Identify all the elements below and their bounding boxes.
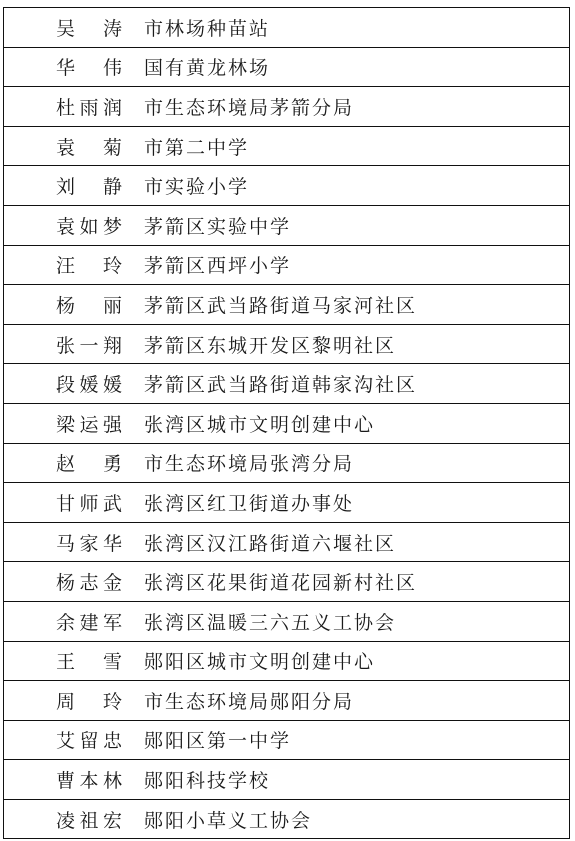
table-row (4, 8, 569, 48)
person-name: 余 建 军 (56, 611, 122, 634)
table-row (4, 87, 569, 127)
organization: 茅箭区武当路街道马家河社区 (144, 294, 418, 317)
table-row (4, 642, 569, 682)
person-name: 杜 雨 润 (56, 96, 122, 119)
organization: 茅箭区东城开发区黎明社区 (144, 334, 397, 357)
organization: 郧阳小草义工协会 (144, 809, 313, 832)
person-name: 赵 勇 (56, 453, 122, 476)
organization: 张湾区汉江路街道六堰社区 (144, 532, 397, 555)
person-name: 刘 静 (56, 176, 122, 199)
table-row (4, 127, 569, 167)
table-row (4, 483, 569, 523)
person-name: 凌 祖 宏 (56, 809, 122, 832)
person-name: 王 雪 (56, 651, 122, 674)
organization: 市生态环境局张湾分局 (144, 453, 355, 476)
person-name: 杨 丽 (56, 294, 122, 317)
organization: 国有黄龙林场 (144, 57, 271, 80)
person-name: 汪 玲 (56, 255, 122, 278)
person-name: 华 伟 (56, 57, 122, 80)
table-row (4, 760, 569, 800)
table-row (4, 721, 569, 761)
organization: 市实验小学 (144, 176, 250, 199)
organization: 市第二中学 (144, 136, 250, 159)
organization: 郧阳区城市文明创建中心 (144, 651, 376, 674)
person-name: 袁 菊 (56, 136, 122, 159)
organization: 张湾区红卫街道办事处 (144, 492, 355, 515)
organization: 郧阳科技学校 (144, 770, 271, 793)
organization: 张湾区城市文明创建中心 (144, 413, 376, 436)
person-name: 周 玲 (56, 690, 122, 713)
organization: 张湾区花果街道花园新村社区 (144, 572, 418, 595)
table-row (4, 48, 569, 88)
name-list-table (3, 7, 570, 839)
organization: 郧阳区第一中学 (144, 730, 292, 753)
table-row (4, 602, 569, 642)
person-name: 吴 涛 (56, 17, 122, 40)
organization: 市生态环境局郧阳分局 (144, 690, 355, 713)
table-row (4, 285, 569, 325)
person-name: 艾 留 忠 (56, 730, 122, 753)
table-row (4, 166, 569, 206)
table-row (4, 444, 569, 484)
person-name: 杨 志 金 (56, 572, 122, 595)
table-row (4, 364, 569, 404)
person-name: 马 家 华 (56, 532, 122, 555)
organization: 茅箭区实验中学 (144, 215, 292, 238)
person-name: 段 媛 媛 (56, 374, 122, 397)
organization: 市林场种苗站 (144, 17, 271, 40)
person-name: 梁 运 强 (56, 413, 122, 436)
table-row (4, 523, 569, 563)
table-row (4, 562, 569, 602)
table-row (4, 681, 569, 721)
organization: 市生态环境局茅箭分局 (144, 96, 355, 119)
table-row (4, 246, 569, 286)
person-name: 甘 师 武 (56, 492, 122, 515)
table-row (4, 800, 569, 840)
table-row (4, 325, 569, 365)
table-row (4, 404, 569, 444)
organization: 张湾区温暖三六五义工协会 (144, 611, 397, 634)
organization: 茅箭区武当路街道韩家沟社区 (144, 374, 418, 397)
person-name: 曹 本 林 (56, 770, 122, 793)
table-row (4, 206, 569, 246)
organization: 茅箭区西坪小学 (144, 255, 292, 278)
person-name: 袁 如 梦 (56, 215, 122, 238)
person-name: 张 一 翔 (56, 334, 122, 357)
